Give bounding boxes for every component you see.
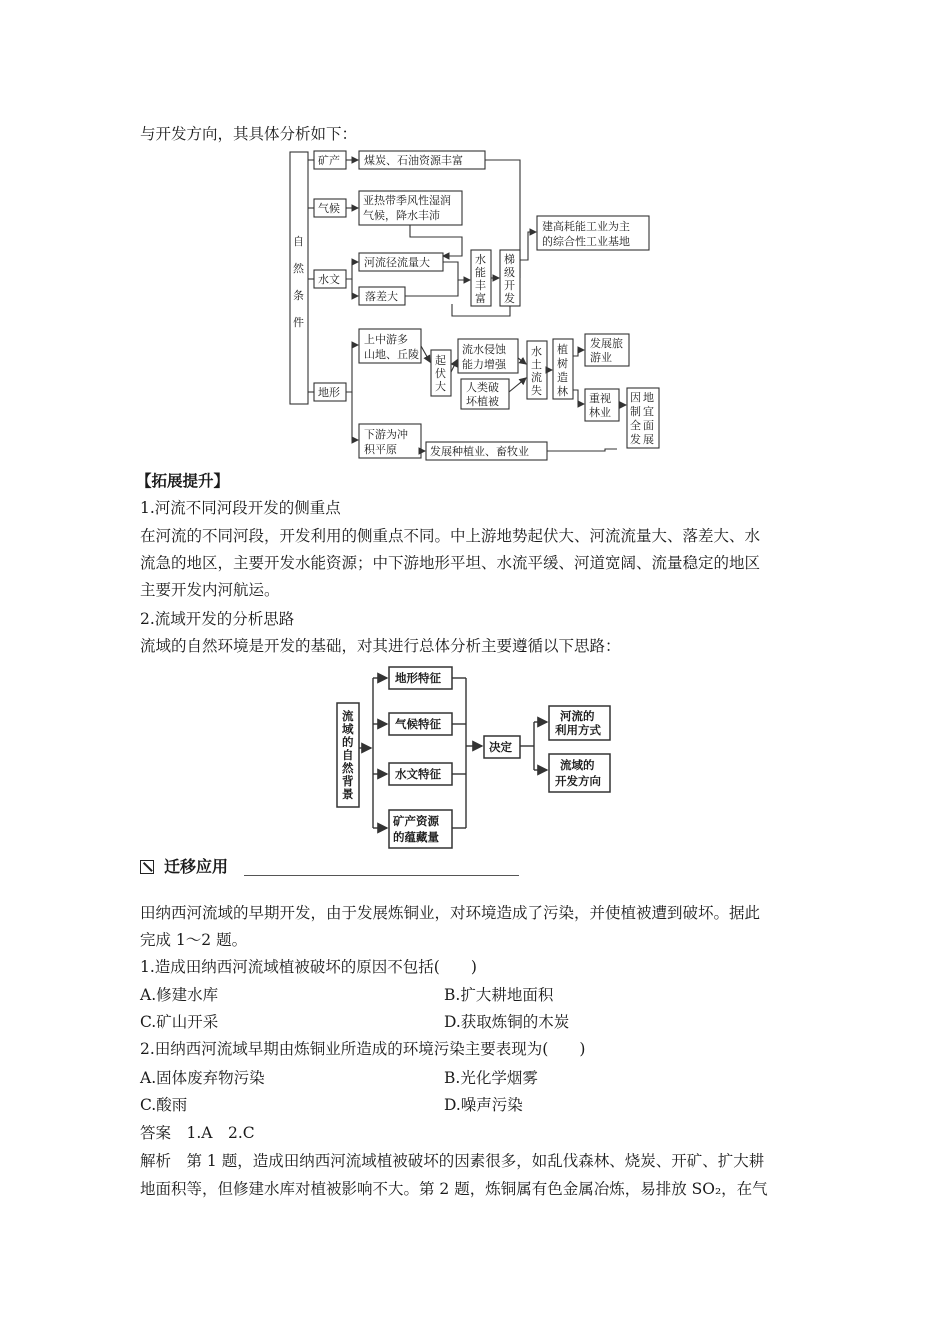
q1-option-a: A.修建水库 <box>140 986 219 1004</box>
basin-direction-2: 开发方向 <box>555 774 601 788</box>
climate-desc-2: 气候，降水丰沛 <box>363 209 440 222</box>
upper-1: 上中游多 <box>364 333 408 346</box>
natural-conditions-diagram <box>0 0 950 470</box>
diagram-text: 梯 <box>504 253 515 266</box>
diagram-text: 水 <box>475 253 486 266</box>
mineral-desc: 煤炭、石油资源丰富 <box>364 154 463 167</box>
natural-label-4: 件 <box>293 316 304 329</box>
diagram-text: 然 <box>342 761 354 775</box>
natural-label-2: 然 <box>293 262 304 275</box>
feature-hydro: 水文特征 <box>395 767 441 781</box>
diagram-text: 流 <box>342 709 354 723</box>
section-title: 迁移应用 <box>164 857 229 876</box>
diagram-text: 面 <box>643 419 654 432</box>
analysis-line-1: 解析 第 1 题，造成田纳西河流域植被破坏的因素很多，如乱伐森林、烧炭、开矿、扩大耕 <box>140 1152 765 1170</box>
erosion-2: 能力增强 <box>462 358 506 371</box>
q2-option-a: A.固体废弃物污染 <box>140 1069 265 1087</box>
diagram-text: 景 <box>342 787 354 801</box>
diagram-text: 地 <box>643 391 654 404</box>
point1-line-2: 流急的地区，主要开发水能资源；中下游地形平坦、水流平缓、河道宽阔、流量稳定的地区 <box>140 554 761 572</box>
q1-option-b: B.扩大耕地面积 <box>444 986 554 1004</box>
diagram-text: 起 <box>435 354 446 367</box>
forestry-1: 重视 <box>589 392 611 405</box>
climate-desc-1: 亚热带季风性湿润 <box>363 194 451 207</box>
cat-mineral: 矿产 <box>318 154 340 167</box>
point2-line-1: 流域的自然环境是开发的基础，对其进行总体分析主要遵循以下思路： <box>140 637 621 655</box>
erosion-1: 流水侵蚀 <box>462 343 506 356</box>
lower-2: 积平原 <box>364 443 397 456</box>
analysis-line-2: 地面积等，但修建水库对植被影响不大。第 2 题，炼铜属有色金属冶炼，易排放 SO₂，在气 <box>140 1180 768 1198</box>
question-1: 1.造成田纳西河流域植被破坏的原因不包括( ) <box>140 958 477 976</box>
decide: 决定 <box>489 740 512 754</box>
diagram-text: 自 <box>342 748 354 762</box>
point1-line-1: 在河流的不同河段，开发利用的侧重点不同。中上游地势起伏大、河流流量大、落差大、水 <box>140 527 761 545</box>
diagram-text: 水 <box>531 345 542 358</box>
diagram-text: 伏 <box>435 367 446 380</box>
farming: 发展种植业、畜牧业 <box>430 445 529 458</box>
question-intro-line-2: 完成 1～2 题。 <box>140 931 248 949</box>
diagram-text: 大 <box>435 380 446 393</box>
diagram-text: 土 <box>531 358 542 371</box>
diagram-text: 造 <box>557 371 568 384</box>
diagram-text: 制 <box>630 405 641 418</box>
cat-terrain: 地形 <box>318 386 340 399</box>
diagram-text: 林 <box>557 385 568 398</box>
diagram-text: 的 <box>342 735 354 749</box>
tourism-1: 发展旅 <box>590 337 623 350</box>
feature-terrain: 地形特征 <box>395 671 441 685</box>
point1-title: 1.河流不同河段开发的侧重点 <box>140 499 341 517</box>
diagram-text: 因 <box>630 391 641 404</box>
cat-hydro: 水文 <box>318 273 340 286</box>
question-2: 2.田纳西河流域早期由炼铜业所造成的环境污染主要表现为( ) <box>140 1040 586 1058</box>
feature-mineral-1: 矿产资源 <box>393 814 439 828</box>
result-industry-2: 的综合性工业基地 <box>542 235 630 248</box>
point1-line-3: 主要开发内河航运。 <box>140 581 280 599</box>
river-use-1: 河流的 <box>560 709 595 723</box>
human-1: 人类破 <box>466 381 499 394</box>
diagram-text: 树 <box>557 357 568 370</box>
lower-1: 下游为冲 <box>364 428 408 441</box>
feature-mineral-2: 的蕴藏量 <box>393 830 439 844</box>
human-2: 坏植被 <box>466 395 499 408</box>
section-square-icon <box>140 860 154 874</box>
result-industry-1: 建高耗能工业为主 <box>542 220 630 233</box>
upper-2: 山地、丘陵 <box>364 348 419 361</box>
diagram-text: 域 <box>342 722 354 736</box>
diagram-text: 展 <box>643 433 654 446</box>
diagram-text: 背 <box>342 774 354 788</box>
diagram-text: 能 <box>475 266 486 279</box>
q2-option-b: B.光化学烟雾 <box>444 1069 538 1087</box>
diagram-text: 全 <box>630 419 641 432</box>
river-use-2: 利用方式 <box>555 723 601 737</box>
q1-option-d: D.获取炼铜的木炭 <box>444 1013 570 1031</box>
diagram-text: 富 <box>475 292 486 305</box>
natural-label-3: 条 <box>293 289 304 302</box>
diagram-text: 发 <box>504 292 515 305</box>
forestry-2: 林业 <box>589 406 611 419</box>
answer: 答案 1.A 2.C <box>140 1124 255 1142</box>
question-intro-line-1: 田纳西河流域的早期开发，由于发展炼铜业，对环境造成了污染，并使植被遭到破坏。据此 <box>140 904 761 922</box>
q2-option-c: C.酸雨 <box>140 1096 188 1114</box>
natural-label-1: 自 <box>293 235 304 248</box>
intro-line: 与开发方向，其具体分析如下： <box>140 125 358 143</box>
diagram-text: 流 <box>531 371 542 384</box>
q1-option-c: C.矿山开采 <box>140 1013 219 1031</box>
diagram-text: 丰 <box>475 279 486 292</box>
natural-conditions-box <box>290 152 308 404</box>
tourism-2: 游业 <box>590 351 612 364</box>
point2-title: 2.流域开发的分析思路 <box>140 610 295 628</box>
diagram-text: 宜 <box>643 405 654 418</box>
q2-option-d: D.噪声污染 <box>444 1096 523 1114</box>
diagram-text: 失 <box>531 384 542 397</box>
diagram-text: 植 <box>557 343 568 356</box>
hydro-flow: 河流径流量大 <box>364 256 430 269</box>
basin-direction-1: 流域的 <box>560 758 595 772</box>
extend-heading: 【拓展提升】 <box>136 471 230 490</box>
cat-climate: 气候 <box>318 202 340 215</box>
basin-analysis-diagram <box>0 660 950 860</box>
section-rule <box>244 875 519 876</box>
feature-climate: 气候特征 <box>395 717 441 731</box>
hydro-drop: 落差大 <box>365 290 398 303</box>
diagram-text: 开 <box>504 279 515 292</box>
diagram-text: 发 <box>630 433 641 446</box>
diagram-text: 级 <box>504 266 515 279</box>
